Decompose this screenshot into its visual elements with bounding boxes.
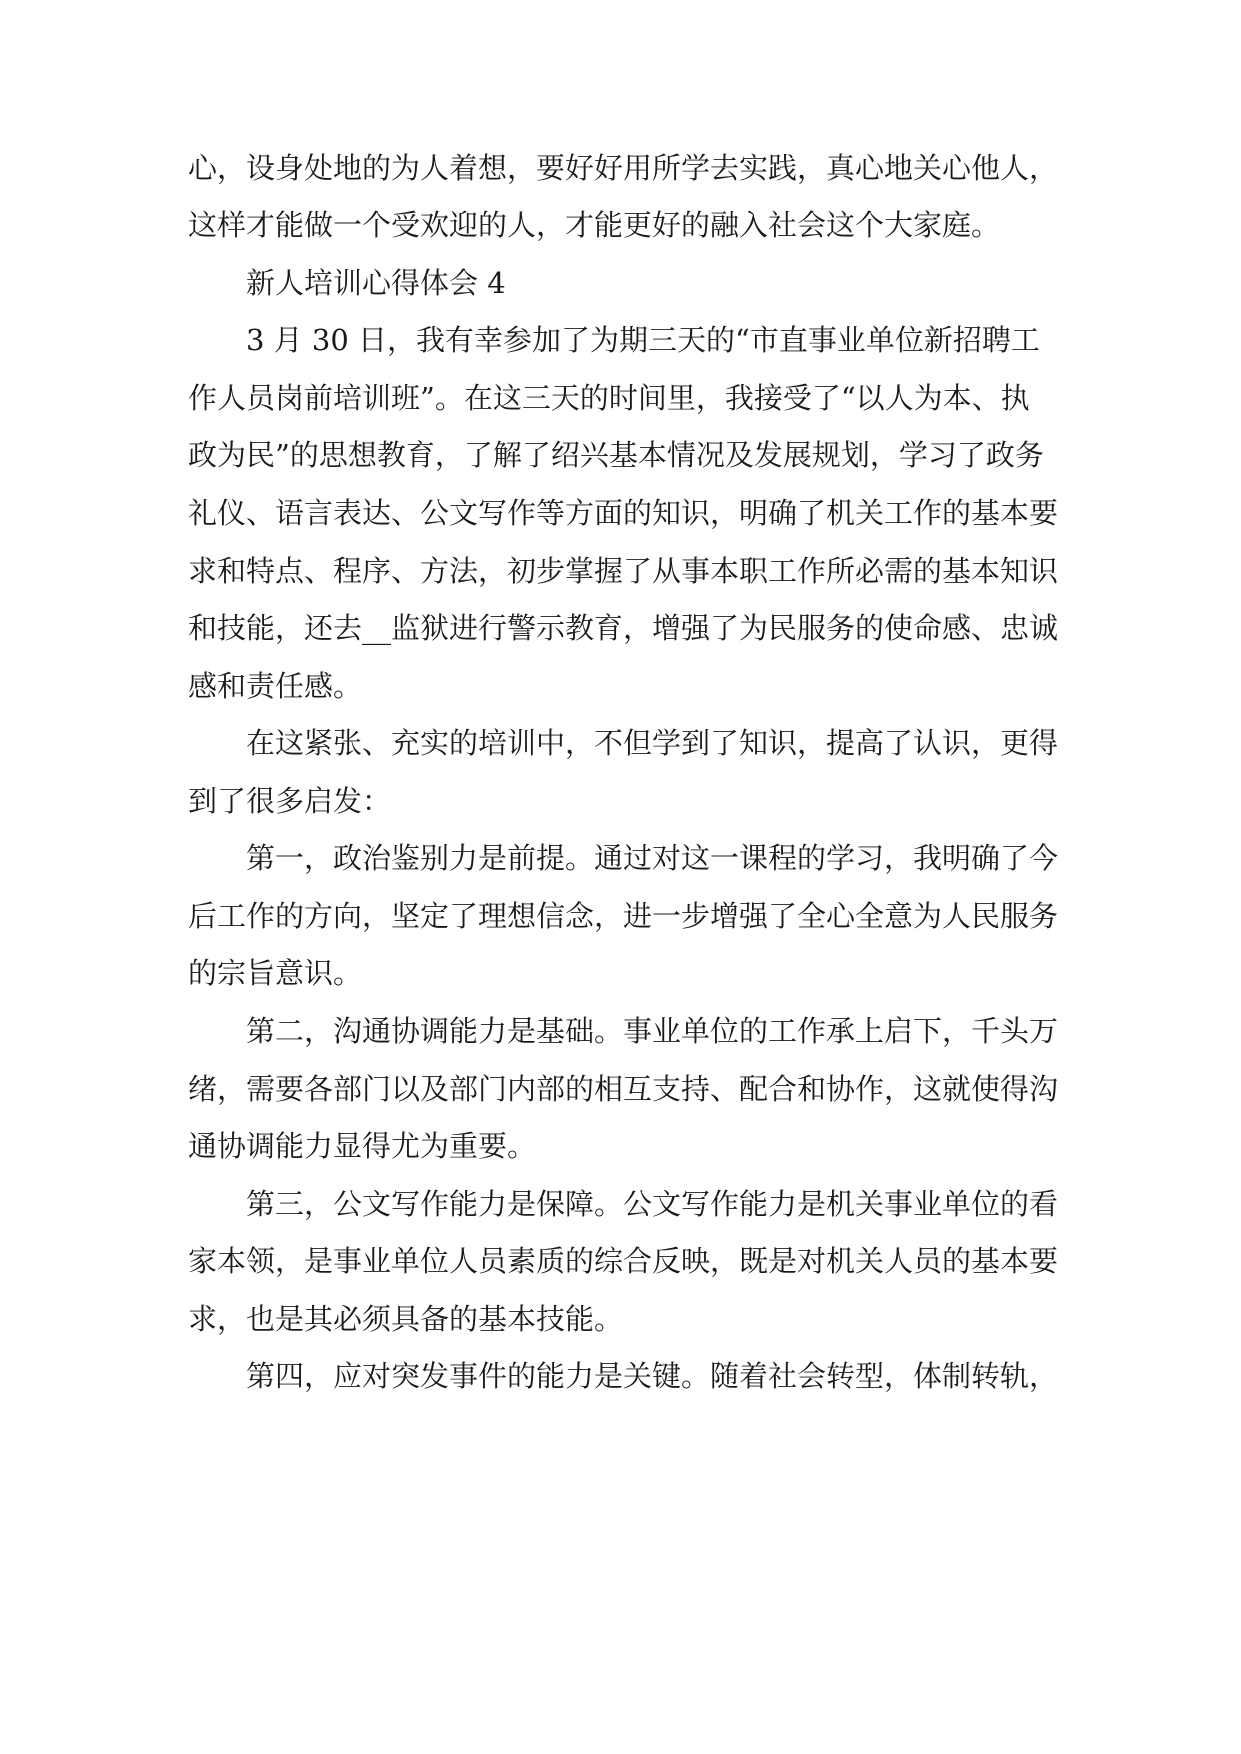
text-line: 通协调能力显得尤为重要。 [188,1129,537,1163]
text-line: 这样才能做一个受欢迎的人，才能更好的融入社会这个大家庭。 [188,208,1001,242]
section-heading: 新人培训心得体会 4 [246,266,506,300]
text-line: 后工作的方向，坚定了理想信念，进一步增强了全心全意为人民服务 [188,899,1059,933]
text-line: 和技能，还去__监狱进行警示教育，增强了为民服务的使命感、忠诚 [188,611,1059,645]
text-line: 在这紧张、充实的培训中，不但学到了知识，提高了认识，更得 [246,726,1059,760]
text-line: 求和特点、程序、方法，初步掌握了从事本职工作所必需的基本知识 [188,554,1059,588]
text-line: 3 月 30 日，我有幸参加了为期三天的“市直事业单位新招聘工 [246,323,1040,357]
text-line: 第二，沟通协调能力是基础。事业单位的工作承上启下，千头万 [246,1014,1059,1048]
text-line: 作人员岗前培训班”。在这三天的时间里，我接受了“以人为本、执 [188,381,1030,415]
text-line: 第四，应对突发事件的能力是关键。随着社会转型，体制转轨， [246,1359,1059,1393]
text-line: 的宗旨意识。 [188,956,363,990]
text-line: 政为民”的思想教育，了解了绍兴基本情况及发展规划，学习了政务 [188,438,1044,472]
text-line: 到了很多启发： [188,784,392,818]
text-line: 求，也是其必须具备的基本技能。 [188,1302,624,1336]
text-line: 第一，政治鉴别力是前提。通过对这一课程的学习，我明确了今 [246,841,1059,875]
text-line: 第三，公文写作能力是保障。公文写作能力是机关事业单位的看 [246,1187,1059,1221]
text-line: 礼仪、语言表达、公文写作等方面的知识，明确了机关工作的基本要 [188,496,1059,530]
text-line: 绪，需要各部门以及部门内部的相互支持、配合和协作，这就使得沟 [188,1072,1059,1106]
text-line: 心，设身处地的为人着想，要好好用所学去实践，真心地关心他人， [188,151,1059,185]
text-line: 感和责任感。 [188,669,363,703]
text-line: 家本领，是事业单位人员素质的综合反映，既是对机关人员的基本要 [188,1244,1059,1278]
